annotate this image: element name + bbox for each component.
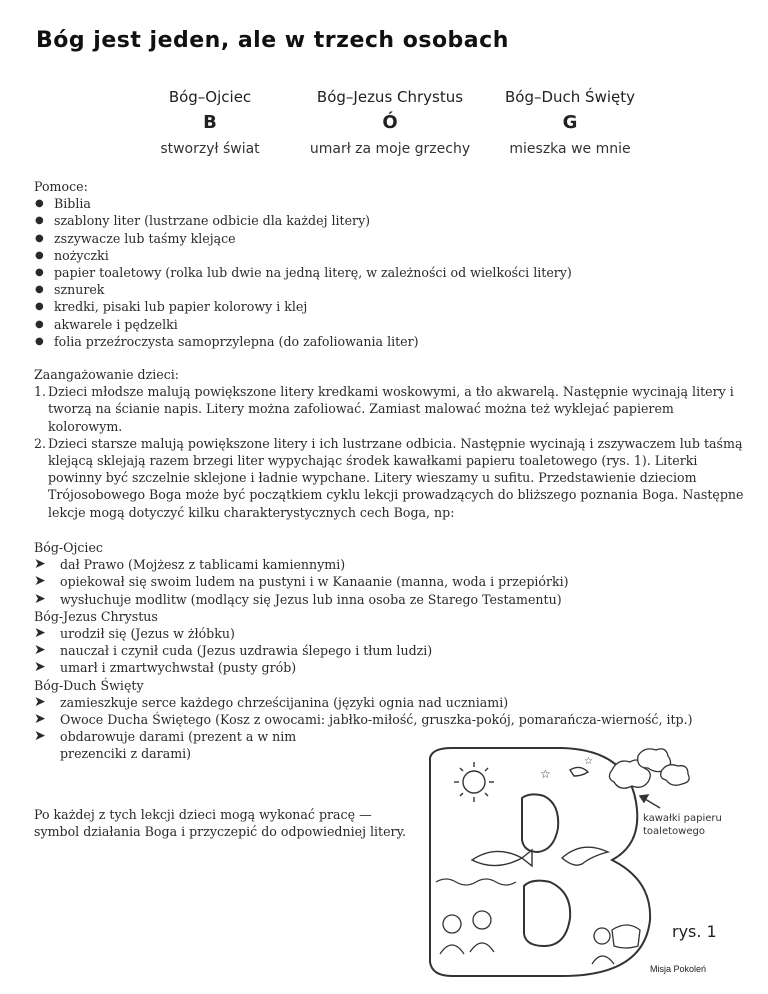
footer-source: Misja Pokoleń xyxy=(650,964,707,974)
list-item xyxy=(34,659,764,676)
tools-list xyxy=(34,195,572,350)
list-item xyxy=(34,591,764,608)
group-title-holy-spirit: Bóg-Duch Święty xyxy=(34,677,144,693)
figure-caption: rys. 1 xyxy=(672,922,717,941)
list-item: ● zszywacze lub taśmy klejące xyxy=(34,230,572,247)
list-item: ● sznurek xyxy=(34,281,572,298)
list-item: ● szablony liter (lustrzane odbicie dla każdej litery) xyxy=(34,212,572,229)
item-text: Owoce Ducha Świętego (Kosz z owocami: jabłko-miłość, gruszka-pokój, pomarańcza-wierność, itp.) xyxy=(60,712,693,728)
person-letter: G xyxy=(562,112,578,133)
arrow-bullet-icon: ➤ xyxy=(34,590,46,607)
person-description: stworzył świat xyxy=(160,141,260,157)
arrow-bullet-icon: ➤ xyxy=(34,625,46,642)
svg-text:☆: ☆ xyxy=(540,767,551,781)
arrow-bullet-icon: ➤ xyxy=(34,711,46,728)
sun-icon xyxy=(454,762,494,802)
engagement-list xyxy=(34,383,744,521)
closing-paragraph: Po każdej z tych lekcji dzieci mogą wykonać pracę — symbol działania Boga i przyczepić do odpowiedniej litery. xyxy=(34,807,407,840)
tools-section xyxy=(34,178,572,350)
arrow-bullet-icon: ➤ xyxy=(34,728,46,745)
list-item xyxy=(34,728,360,762)
arrow-bullet-icon: ➤ xyxy=(34,573,46,590)
item-text: opiekował się swoim ludem na pustyni i w Kanaanie (manna, woda i przepiórki) xyxy=(60,574,569,590)
item-text: wysłuchuje modlitw (modlący się Jezus lub inna osoba ze Starego Testamentu) xyxy=(60,591,562,607)
dove-icon xyxy=(570,767,588,776)
page-title: Bóg jest jeden, ale w trzech osobach xyxy=(36,28,509,53)
attributes-section xyxy=(34,539,764,763)
person-letter: Ó xyxy=(382,112,398,133)
arrow-bullet-icon: ➤ xyxy=(34,659,46,676)
person-name: Bóg–Jezus Chrystus xyxy=(316,88,464,106)
item-text: Dzieci młodsze malują powiększone litery kredkami woskowymi, a tło akwarelą. Następnie wycinają litery i tworzą na ścianie napis. Litery można zafoliować. Zamiast malować można też wyklejać papierem kolorowym. xyxy=(48,384,734,434)
list-item xyxy=(34,435,744,521)
pointer-arrow-icon xyxy=(640,795,660,808)
person-name: Bóg–Ojciec xyxy=(168,88,252,106)
list-item xyxy=(34,711,764,728)
person-description: umarł za moje grzechy xyxy=(309,141,471,157)
list-item: ● papier toaletowy (rolka lub dwie na jedną literę, w zależności od wielkości litery) xyxy=(34,264,572,281)
waves-icon xyxy=(436,879,516,885)
letter-b-upper-hole xyxy=(522,794,558,852)
stars-icon xyxy=(540,756,593,781)
list-item xyxy=(34,694,764,711)
person-holy-spirit xyxy=(480,88,660,157)
list-item: ● akwarele i pędzelki xyxy=(34,316,572,333)
person-son xyxy=(300,88,480,157)
letter-b-illustration xyxy=(412,740,742,980)
engagement-section xyxy=(34,366,744,521)
list-item xyxy=(34,642,764,659)
item-text: dał Prawo (Mojżesz z tablicami kamiennymi) xyxy=(60,557,346,573)
arrow-bullet-icon: ➤ xyxy=(34,642,46,659)
item-text: zamieszkuje serce każdego chrześcijanina (języki ognia nad uczniami) xyxy=(60,694,509,710)
dolphin-icon xyxy=(562,847,608,865)
person-name: Bóg–Duch Święty xyxy=(504,88,635,106)
item-text: nauczał i czynił cuda (Jezus uzdrawia ślepego i tłum ludzi) xyxy=(60,643,433,659)
list-item xyxy=(34,383,744,435)
svg-text:☆: ☆ xyxy=(584,756,593,767)
tools-heading: Pomoce: xyxy=(34,179,88,194)
engagement-heading: Zaangażowanie dzieci: xyxy=(34,367,180,382)
arrow-bullet-icon: ➤ xyxy=(34,693,46,710)
person-father xyxy=(120,88,300,157)
person-letter: B xyxy=(203,112,217,133)
list-item: ● Biblia xyxy=(34,195,572,212)
fish-icon xyxy=(472,850,532,866)
item-text: Dzieci starsze malują powiększone litery i ich lustrzane odbicia. Następnie wycinają i zszywaczem lub taśmą klejącą sklejają razem brzegi liter wypychając środek kawałkami papieru toaletowego (rys. 1). Literki powinny być szczelnie sklejone i ładnie wypchane. Litery wieszamy u sufitu. Przedstawienie dzieciom Trójosobowego Boga może być początkiem cyklu lekcji prowadzących do bliższego poznania Boga. Następne lekcje mogą dotyczyć kilku charakterystycznych cech Boga, np: xyxy=(48,435,744,520)
attribute-list xyxy=(34,625,764,677)
item-text: obdarowuje darami (prezent a w nim prezenciki z darami) xyxy=(60,729,297,762)
item-number: 2. xyxy=(34,435,47,451)
illustration-label xyxy=(643,812,722,838)
person-description: mieszka we mnie xyxy=(509,141,631,157)
list-item xyxy=(34,556,764,573)
item-text: umarł i zmartwychwstał (pusty grób) xyxy=(60,660,297,676)
list-item: ● kredki, pisaki lub papier kolorowy i klej xyxy=(34,298,572,315)
list-item xyxy=(34,625,764,642)
group-title-son: Bóg-Jezus Chrystus xyxy=(34,608,158,624)
attribute-list xyxy=(34,556,764,608)
tissue-paper-icon xyxy=(609,749,689,788)
illustration-label-line1: kawałki papieru xyxy=(643,813,722,824)
animal-icon xyxy=(612,925,640,948)
item-text: urodził się (Jezus w żłóbku) xyxy=(60,626,235,642)
letter-b-lower-hole xyxy=(524,881,570,946)
illustration-label-line2: toaletowego xyxy=(643,826,705,837)
trinity-persons xyxy=(120,88,660,157)
arrow-bullet-icon: ➤ xyxy=(34,556,46,573)
item-number: 1. xyxy=(34,384,47,400)
list-item: ● nożyczki xyxy=(34,247,572,264)
list-item xyxy=(34,573,764,590)
people-icon xyxy=(440,911,614,964)
group-title-father: Bóg-Ojciec xyxy=(34,540,103,555)
list-item: ● folia przeźroczysta samoprzylepna (do zafoliowania liter) xyxy=(34,333,572,350)
